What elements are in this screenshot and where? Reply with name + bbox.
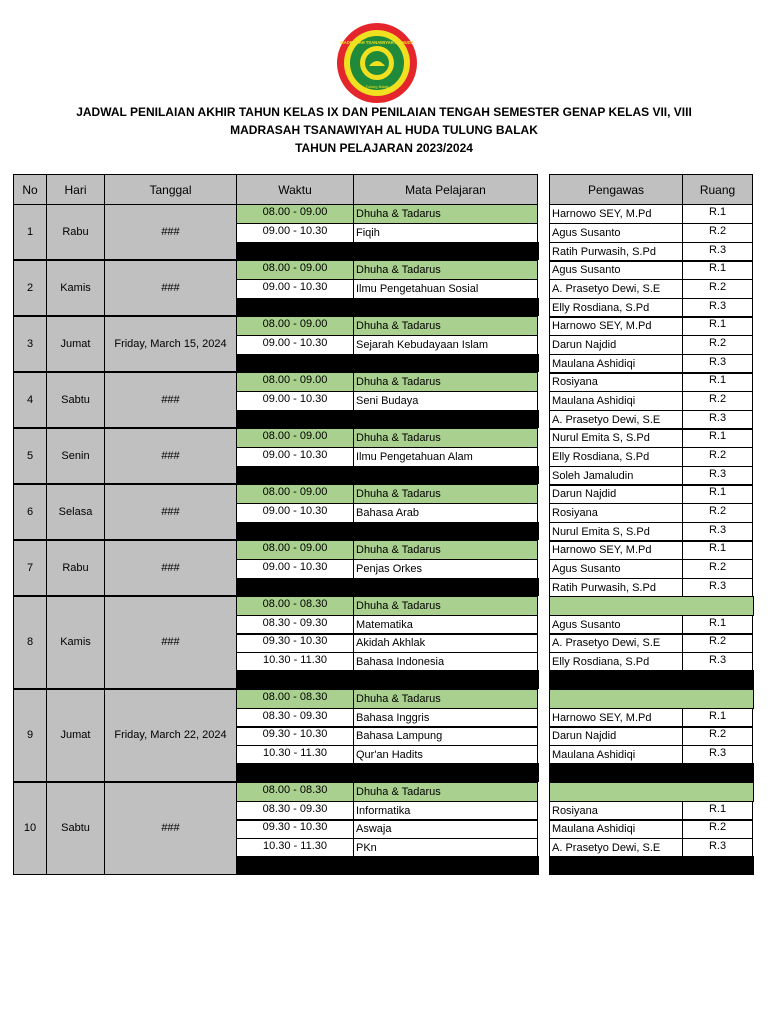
- header-hari: Hari: [46, 174, 105, 205]
- pengawas-cell: Ratih Purwasih, S.Pd: [549, 242, 683, 262]
- ruang-cell: R.1: [682, 316, 753, 336]
- ruang-cell: R.2: [682, 633, 753, 653]
- pengawas-cell: A. Prasetyo Dewi, S.E: [549, 633, 683, 653]
- waktu-cell: 08.30 - 09.30: [236, 801, 354, 821]
- mata-pelajaran-cell: Bahasa Lampung: [353, 726, 538, 746]
- mata-pelajaran-cell: Matematika: [353, 615, 538, 635]
- ruang-cell: R.3: [682, 466, 753, 486]
- mata-pelajaran-cell: Bahasa Arab: [353, 503, 538, 523]
- pengawas-cell: Darun Najdid: [549, 484, 683, 504]
- filler-bar: [549, 670, 754, 689]
- pengawas-cell: Nurul Emita S, S.Pd: [549, 522, 683, 542]
- ruang-cell: R.2: [682, 223, 753, 243]
- pengawas-spacer: [549, 596, 754, 616]
- pengawas-cell: Ratih Purwasih, S.Pd: [549, 578, 683, 598]
- tanggal-cell: ###: [104, 782, 237, 875]
- no-cell: 6: [13, 484, 47, 540]
- mata-pelajaran-cell: Akidah Akhlak: [353, 633, 538, 653]
- ruang-cell: R.3: [682, 298, 753, 318]
- no-cell: 10: [13, 782, 47, 875]
- hari-cell: Kamis: [46, 260, 105, 316]
- pengawas-cell: Harnowo SEY, M.Pd: [549, 316, 683, 336]
- waktu-cell: 08.00 - 09.00: [236, 484, 354, 504]
- waktu-cell: 10.30 - 11.30: [236, 745, 354, 765]
- tanggal-cell: Friday, March 22, 2024: [104, 689, 237, 782]
- waktu-cell: 10.30 - 11.30: [236, 838, 354, 858]
- waktu-cell: 10.30 - 11.30: [236, 652, 354, 672]
- tanggal-cell: ###: [104, 540, 237, 596]
- filler-bar: [549, 763, 754, 782]
- hari-cell: Senin: [46, 428, 105, 484]
- ruang-cell: R.1: [682, 204, 753, 224]
- pengawas-cell: Agus Susanto: [549, 615, 683, 635]
- ruang-cell: R.2: [682, 559, 753, 579]
- pengawas-cell: Nurul Emita S, S.Pd: [549, 428, 683, 448]
- ruang-cell: R.2: [682, 819, 753, 839]
- header-no: No: [13, 174, 47, 205]
- pengawas-cell: A. Prasetyo Dewi, S.E: [549, 410, 683, 430]
- pengawas-cell: Agus Susanto: [549, 223, 683, 243]
- mata-pelajaran-cell: Dhuha & Tadarus: [353, 260, 538, 280]
- filler-bar: [236, 763, 539, 782]
- pengawas-cell: Harnowo SEY, M.Pd: [549, 204, 683, 224]
- hari-cell: Rabu: [46, 540, 105, 596]
- ruang-cell: R.3: [682, 652, 753, 672]
- pengawas-cell: Maulana Ashidiqi: [549, 354, 683, 374]
- logo-ring-text: MADRASAH TSANAWIYAH AL-HUDA: [340, 40, 414, 45]
- filler-bar: [549, 856, 754, 875]
- mata-pelajaran-cell: Seni Budaya: [353, 391, 538, 411]
- waktu-cell: 08.30 - 09.30: [236, 615, 354, 635]
- mata-pelajaran-cell: Qur'an Hadits: [353, 745, 538, 765]
- mata-pelajaran-cell: Bahasa Indonesia: [353, 652, 538, 672]
- tanggal-cell: ###: [104, 372, 237, 428]
- waktu-cell: 08.00 - 08.30: [236, 782, 354, 802]
- no-cell: 8: [13, 596, 47, 689]
- pengawas-cell: Maulana Ashidiqi: [549, 745, 683, 765]
- ruang-cell: R.1: [682, 801, 753, 821]
- ruang-cell: R.1: [682, 484, 753, 504]
- ruang-cell: R.3: [682, 522, 753, 542]
- ruang-cell: R.3: [682, 410, 753, 430]
- madrasah-logo: [327, 22, 427, 104]
- pengawas-cell: Elly Rosdiana, S.Pd: [549, 298, 683, 318]
- mata-pelajaran-cell: Informatika: [353, 801, 538, 821]
- no-cell: 7: [13, 540, 47, 596]
- tanggal-cell: ###: [104, 596, 237, 689]
- hari-cell: Sabtu: [46, 782, 105, 875]
- pengawas-cell: Elly Rosdiana, S.Pd: [549, 652, 683, 672]
- no-cell: 9: [13, 689, 47, 782]
- filler-bar: [236, 354, 539, 372]
- mata-pelajaran-cell: Dhuha & Tadarus: [353, 540, 538, 560]
- waktu-cell: 09.30 - 10.30: [236, 819, 354, 839]
- ruang-cell: R.3: [682, 745, 753, 765]
- waktu-cell: 09.00 - 10.30: [236, 559, 354, 579]
- filler-bar: [236, 522, 539, 540]
- pengawas-cell: Darun Najdid: [549, 335, 683, 355]
- waktu-cell: 08.00 - 09.00: [236, 540, 354, 560]
- waktu-cell: 09.30 - 10.30: [236, 726, 354, 746]
- pengawas-cell: A. Prasetyo Dewi, S.E: [549, 838, 683, 858]
- ruang-cell: R.1: [682, 708, 753, 728]
- mata-pelajaran-cell: Dhuha & Tadarus: [353, 316, 538, 336]
- pengawas-cell: Harnowo SEY, M.Pd: [549, 708, 683, 728]
- ruang-cell: R.3: [682, 242, 753, 262]
- mata-pelajaran-cell: Dhuha & Tadarus: [353, 689, 538, 709]
- tanggal-cell: ###: [104, 204, 237, 260]
- filler-bar: [236, 856, 539, 875]
- waktu-cell: 08.00 - 09.00: [236, 204, 354, 224]
- waktu-cell: 08.00 - 09.00: [236, 428, 354, 448]
- waktu-cell: 09.00 - 10.30: [236, 279, 354, 299]
- waktu-cell: 09.00 - 10.30: [236, 447, 354, 467]
- ruang-cell: R.2: [682, 726, 753, 746]
- logo-petals: [337, 23, 417, 103]
- mata-pelajaran-cell: Bahasa Inggris: [353, 708, 538, 728]
- waktu-cell: 08.00 - 09.00: [236, 316, 354, 336]
- waktu-cell: 08.30 - 09.30: [236, 708, 354, 728]
- header-tanggal: Tanggal: [104, 174, 237, 205]
- filler-bar: [236, 410, 539, 428]
- waktu-cell: 08.00 - 08.30: [236, 596, 354, 616]
- waktu-cell: 08.00 - 09.00: [236, 260, 354, 280]
- ruang-cell: R.3: [682, 354, 753, 374]
- waktu-cell: 09.00 - 10.30: [236, 391, 354, 411]
- tanggal-cell: ###: [104, 484, 237, 540]
- pengawas-cell: Rosiyana: [549, 801, 683, 821]
- mata-pelajaran-cell: Dhuha & Tadarus: [353, 204, 538, 224]
- no-cell: 2: [13, 260, 47, 316]
- pengawas-spacer: [549, 689, 754, 709]
- pengawas-cell: Harnowo SEY, M.Pd: [549, 540, 683, 560]
- ruang-cell: R.1: [682, 372, 753, 392]
- pengawas-cell: Maulana Ashidiqi: [549, 391, 683, 411]
- mata-pelajaran-cell: Sejarah Kebudayaan Islam: [353, 335, 538, 355]
- ruang-cell: R.1: [682, 260, 753, 280]
- pengawas-cell: Agus Susanto: [549, 260, 683, 280]
- header-waktu: Waktu: [236, 174, 354, 205]
- ruang-cell: R.3: [682, 838, 753, 858]
- pengawas-cell: Darun Najdid: [549, 726, 683, 746]
- ruang-cell: R.3: [682, 578, 753, 598]
- ruang-cell: R.2: [682, 335, 753, 355]
- hari-cell: Kamis: [46, 596, 105, 689]
- tanggal-cell: Friday, March 15, 2024: [104, 316, 237, 372]
- ruang-cell: R.1: [682, 428, 753, 448]
- pengawas-cell: Agus Susanto: [549, 559, 683, 579]
- mata-pelajaran-cell: Fiqih: [353, 223, 538, 243]
- hari-cell: Selasa: [46, 484, 105, 540]
- tanggal-cell: ###: [104, 428, 237, 484]
- waktu-cell: 08.00 - 09.00: [236, 372, 354, 392]
- ruang-cell: R.2: [682, 391, 753, 411]
- waktu-cell: 09.00 - 10.30: [236, 223, 354, 243]
- pengawas-cell: Rosiyana: [549, 503, 683, 523]
- title-line-1: JADWAL PENILAIAN AKHIR TAHUN KELAS IX DAN PENILAIAN TENGAH SEMESTER GENAP KELAS VII, VIII: [76, 105, 692, 119]
- pengawas-cell: A. Prasetyo Dewi, S.E: [549, 279, 683, 299]
- mata-pelajaran-cell: Dhuha & Tadarus: [353, 596, 538, 616]
- mata-pelajaran-cell: Dhuha & Tadarus: [353, 484, 538, 504]
- pengawas-cell: Elly Rosdiana, S.Pd: [549, 447, 683, 467]
- ruang-cell: R.2: [682, 503, 753, 523]
- pengawas-cell: Maulana Ashidiqi: [549, 819, 683, 839]
- header-mata-pelajaran: Mata Pelajaran: [353, 174, 538, 205]
- no-cell: 5: [13, 428, 47, 484]
- mata-pelajaran-cell: Penjas Orkes: [353, 559, 538, 579]
- waktu-cell: 08.00 - 08.30: [236, 689, 354, 709]
- filler-bar: [236, 578, 539, 596]
- waktu-cell: 09.30 - 10.30: [236, 633, 354, 653]
- header-pengawas: Pengawas: [549, 174, 683, 205]
- hari-cell: Rabu: [46, 204, 105, 260]
- title-line-2: MADRASAH TSANAWIYAH AL HUDA TULUNG BALAK: [230, 123, 538, 137]
- logo-bottom-text: Tulung Balak: [365, 84, 389, 89]
- filler-bar: [236, 298, 539, 316]
- filler-bar: [236, 466, 539, 484]
- pengawas-cell: Soleh Jamaludin: [549, 466, 683, 486]
- no-cell: 3: [13, 316, 47, 372]
- mata-pelajaran-cell: Ilmu Pengetahuan Alam: [353, 447, 538, 467]
- ruang-cell: R.1: [682, 540, 753, 560]
- hari-cell: Jumat: [46, 316, 105, 372]
- waktu-cell: 09.00 - 10.30: [236, 335, 354, 355]
- filler-bar: [236, 242, 539, 260]
- mata-pelajaran-cell: Dhuha & Tadarus: [353, 782, 538, 802]
- waktu-cell: 09.00 - 10.30: [236, 503, 354, 523]
- header-ruang: Ruang: [682, 174, 753, 205]
- mata-pelajaran-cell: Dhuha & Tadarus: [353, 428, 538, 448]
- hari-cell: Jumat: [46, 689, 105, 782]
- hari-cell: Sabtu: [46, 372, 105, 428]
- pengawas-spacer: [549, 782, 754, 802]
- pengawas-cell: Rosiyana: [549, 372, 683, 392]
- mata-pelajaran-cell: Aswaja: [353, 819, 538, 839]
- filler-bar: [236, 670, 539, 689]
- mata-pelajaran-cell: PKn: [353, 838, 538, 858]
- mata-pelajaran-cell: Dhuha & Tadarus: [353, 372, 538, 392]
- mata-pelajaran-cell: Ilmu Pengetahuan Sosial: [353, 279, 538, 299]
- tanggal-cell: ###: [104, 260, 237, 316]
- ruang-cell: R.1: [682, 615, 753, 635]
- no-cell: 1: [13, 204, 47, 260]
- ruang-cell: R.2: [682, 447, 753, 467]
- title-line-3: TAHUN PELAJARAN 2023/2024: [295, 141, 473, 155]
- ruang-cell: R.2: [682, 279, 753, 299]
- no-cell: 4: [13, 372, 47, 428]
